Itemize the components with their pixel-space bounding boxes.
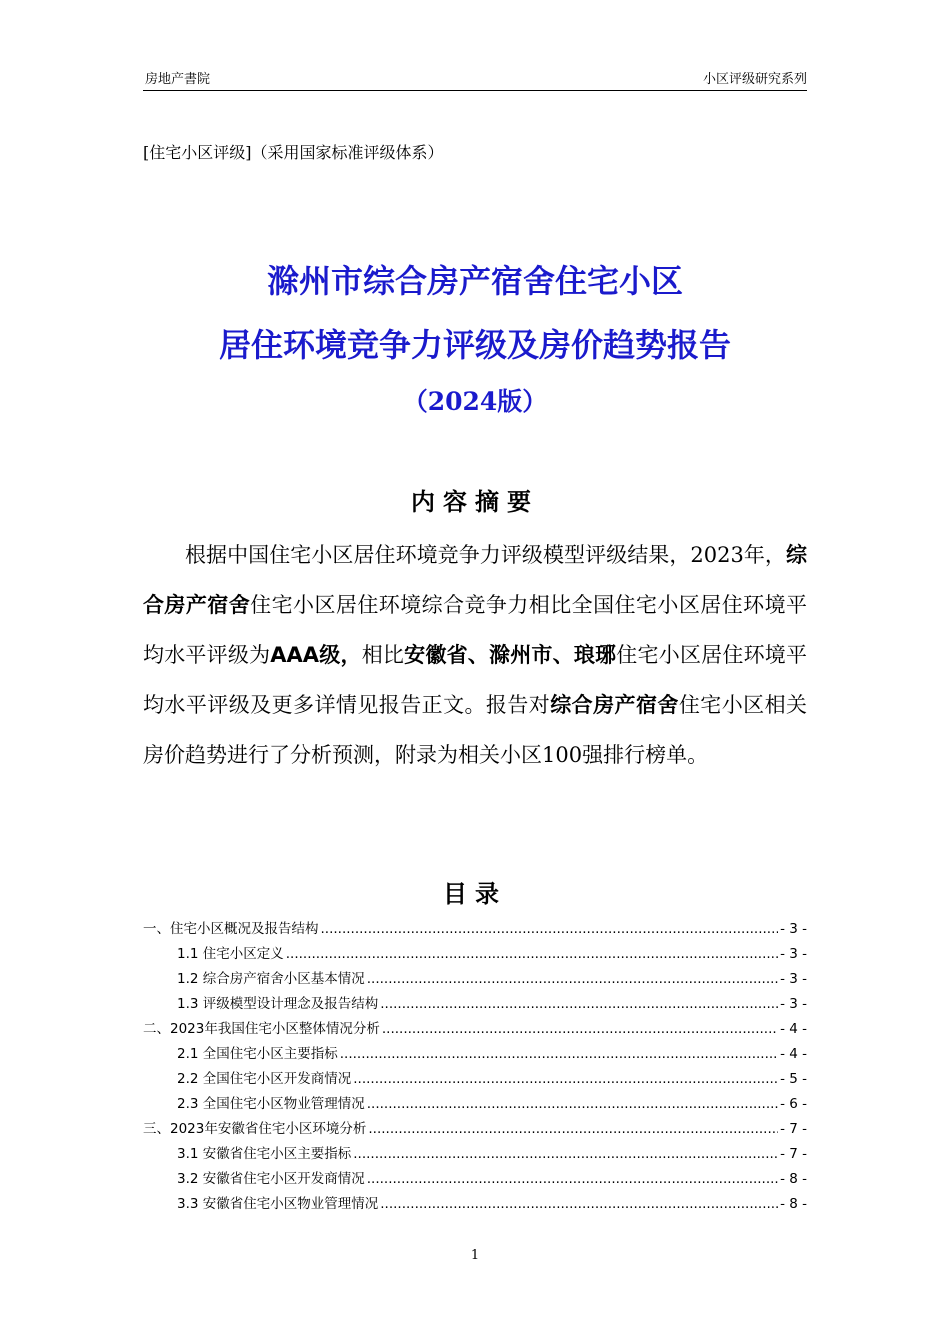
toc-entry[interactable] [177, 1192, 807, 1212]
toc-entry[interactable] [143, 1017, 807, 1037]
toc-entry-page: - 7 - [780, 1121, 807, 1137]
toc-entry[interactable] [177, 1167, 807, 1187]
toc-leader-dots [368, 1121, 778, 1137]
toc-entry[interactable] [177, 1042, 807, 1062]
toc-leader-dots [286, 946, 778, 962]
toc-leader-dots [367, 1171, 778, 1187]
toc-entry[interactable] [177, 1067, 807, 1087]
abstract-heading: 内容摘要 [411, 488, 539, 516]
toc-entry-label: 1.2 综合房产宿舍小区基本情况 [177, 971, 365, 987]
abstract-text: 住宅小区居住环境平均水平评级及更多详情见报告正文。报告对 [143, 643, 808, 717]
toc-leader-dots [380, 1196, 778, 1212]
toc-entry-label: 3.2 安徽省住宅小区开发商情况 [177, 1171, 365, 1187]
toc-leader-dots [353, 1146, 778, 1162]
toc-entry-label: 二、2023年我国住宅小区整体情况分析 [143, 1021, 380, 1037]
header-rule [143, 90, 807, 91]
toc-entry[interactable] [143, 1117, 807, 1137]
toc-entry[interactable] [177, 992, 807, 1012]
title-line-2: 居住环境竞争力评级及房价趋势报告 [218, 326, 731, 364]
toc-entry-page: - 8 - [780, 1196, 807, 1212]
toc-leader-dots [382, 1021, 778, 1037]
toc-entry-label: 1.1 住宅小区定义 [177, 946, 284, 962]
toc-entry-page: - 5 - [780, 1071, 807, 1087]
toc-entry-page: - 3 - [780, 946, 807, 962]
toc-leader-dots [380, 996, 778, 1012]
report-category: [住宅小区评级]（采用国家标准评级体系） [143, 143, 444, 162]
abstract-emphasis: 综合房产宿舍 [550, 693, 679, 717]
toc-leader-dots [353, 1071, 778, 1087]
abstract-text: 住宅小区居住环境综合竞争力相比全国住宅小区居住环境平均水平评级为 [143, 593, 808, 667]
toc-entry[interactable] [177, 967, 807, 987]
toc-entry-page: - 3 - [780, 921, 807, 937]
abstract-text: 根据中国住宅小区居住环境竞争力评级模型评级结果，2023年， [185, 543, 786, 567]
title-edition: （2024版） [402, 387, 548, 416]
toc-leader-dots [340, 1046, 778, 1062]
abstract-emphasis: AAA级， [270, 643, 362, 667]
abstract-text: 住宅小区相关房价趋势进行了分析预测，附录为相关小区100强排行榜单。 [143, 693, 808, 767]
toc-leader-dots [367, 971, 778, 987]
header-left-text: 房地产書院 [145, 72, 211, 87]
toc-heading: 目录 [443, 880, 507, 908]
toc-entry[interactable] [177, 1142, 807, 1162]
toc-entry-page: - 7 - [780, 1146, 807, 1162]
abstract-emphasis: 综合房产宿舍 [143, 543, 807, 617]
toc-leader-dots [367, 1096, 778, 1112]
toc-entry-page: - 8 - [780, 1171, 807, 1187]
abstract-text: 相比 [361, 643, 405, 667]
title-line-1: 滁州市综合房产宿舍住宅小区 [266, 262, 683, 300]
toc-entry-label: 1.3 评级模型设计理念及报告结构 [177, 996, 379, 1012]
toc-entry-label: 3.1 安徽省住宅小区主要指标 [177, 1146, 352, 1162]
toc-entry-page: - 6 - [780, 1096, 807, 1112]
toc-entry[interactable] [143, 917, 807, 937]
toc-entry-label: 2.3 全国住宅小区物业管理情况 [177, 1096, 365, 1112]
toc-entry[interactable] [177, 942, 807, 962]
toc-entry-label: 2.2 全国住宅小区开发商情况 [177, 1071, 352, 1087]
abstract-emphasis: 安徽省、滁州市、琅琊 [404, 643, 617, 667]
header-right-text: 小区评级研究系列 [702, 72, 807, 87]
toc-entry-label: 3.3 安徽省住宅小区物业管理情况 [177, 1196, 379, 1212]
toc-entry-label: 三、2023年安徽省住宅小区环境分析 [143, 1121, 367, 1137]
toc-entry-label: 一、住宅小区概况及报告结构 [143, 921, 319, 937]
page-number: 1 [470, 1248, 480, 1263]
toc-entry-label: 2.1 全国住宅小区主要指标 [177, 1046, 338, 1062]
abstract-paragraph [143, 530, 807, 780]
toc-leader-dots [321, 921, 779, 937]
toc-entry-page: - 4 - [780, 1021, 807, 1037]
toc-entry-page: - 4 - [780, 1046, 807, 1062]
toc-entry-page: - 3 - [780, 996, 807, 1012]
toc-entry-page: - 3 - [780, 971, 807, 987]
toc-entry[interactable] [177, 1092, 807, 1112]
